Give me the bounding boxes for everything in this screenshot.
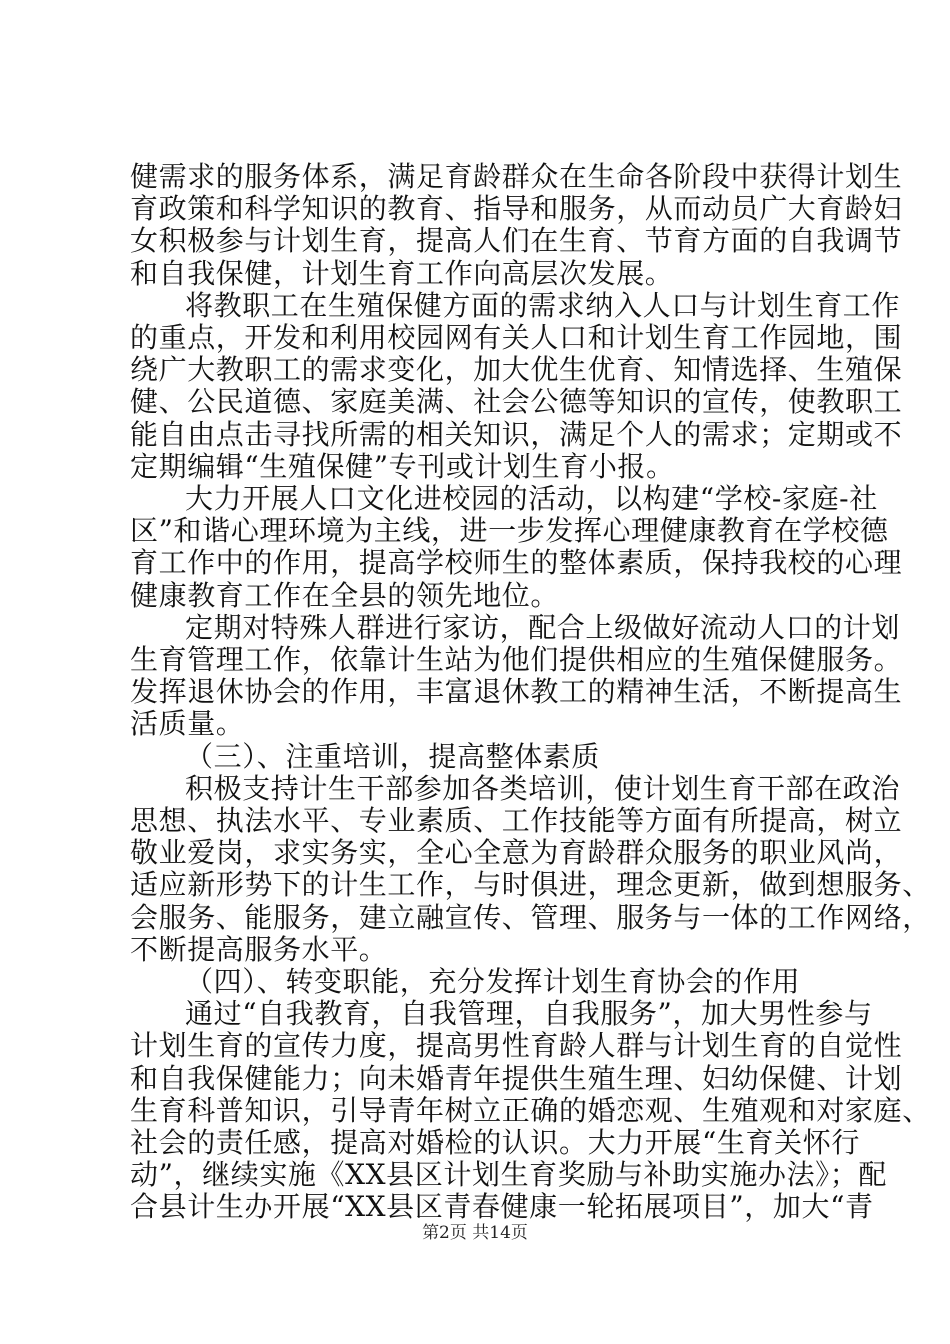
text-line: 和自我保健，计划生育工作向高层次发展。 <box>130 257 674 290</box>
text-line: 思想、执法水平、专业素质、工作技能等方面有所提高，树立 <box>130 804 903 837</box>
paragraph-start-line: 大力开展人口文化进校园的活动，以构建“学校-家庭-社 <box>185 482 878 515</box>
paragraph-start-line: 定期对特殊人群进行家访，配合上级做好流动人口的计划 <box>185 611 901 644</box>
page-number-footer: 第2页 共14页 <box>422 1223 528 1243</box>
section-heading: （四）、转变职能，充分发挥计划生育协会的作用 <box>185 965 801 998</box>
text-line: 育工作中的作用，提高学校师生的整体素质，保持我校的心理 <box>130 546 903 579</box>
text-line: 合县计生办开展“XX县区青春健康一轮拓展项目”，加大“青 <box>130 1190 874 1223</box>
section-heading: （三）、注重培训，提高整体素质 <box>185 740 601 773</box>
text-line: 区”和谐心理环境为主线，进一步发挥心理健康教育在学校德 <box>130 514 889 547</box>
text-line: 女积极参与计划生育，提高人们在生育、节育方面的自我调节 <box>130 224 903 257</box>
text-line: 敬业爱岗，求实务实，全心全意为育龄群众服务的职业风尚， <box>130 836 903 869</box>
text-line: 计划生育的宣传力度，提高男性育龄人群与计划生育的自觉性 <box>130 1029 903 1062</box>
text-line: 的重点，开发和利用校园网有关人口和计划生育工作园地，围 <box>130 321 903 354</box>
text-line: 生育管理工作，依靠计生站为他们提供相应的生殖保健服务。 <box>130 643 903 676</box>
text-line: 能自由点击寻找所需的相关知识，满足个人的需求；定期或不 <box>130 418 903 451</box>
text-line: 适应新形势下的计生工作，与时俱进，理念更新，做到想服务、 <box>130 868 931 901</box>
text-line: 不断提高服务水平。 <box>130 933 388 966</box>
paragraph-start-line: 通过“自我教育，自我管理，自我服务”，加大男性参与 <box>185 997 873 1030</box>
text-line: 发挥退休协会的作用，丰富退休教工的精神生活，不断提高生 <box>130 675 903 708</box>
paragraph-start-line: 积极支持计生干部参加各类培训，使计划生育干部在政治 <box>185 772 901 805</box>
text-line: 会服务、能服务，建立融宣传、管理、服务与一体的工作网络， <box>130 901 931 934</box>
text-line: 绕广大教职工的需求变化，加大优生优育、知情选择、生殖保 <box>130 353 903 386</box>
text-line: 健、公民道德、家庭美满、社会公德等知识的宣传，使教职工 <box>130 385 903 418</box>
text-line: 定期编辑“生殖保健”专刊或计划生育小报。 <box>130 450 675 483</box>
text-line: 活质量。 <box>130 707 245 740</box>
text-line: 育政策和科学知识的教育、指导和服务，从而动员广大育龄妇 <box>130 192 903 225</box>
paragraph-start-line: 将教职工在生殖保健方面的需求纳入人口与计划生育工作 <box>185 289 901 322</box>
text-line: 和自我保健能力；向未婚青年提供生殖生理、妇幼保健、计划 <box>130 1062 903 1095</box>
text-line: 健需求的服务体系，满足育龄群众在生命各阶段中获得计划生 <box>130 160 903 193</box>
text-line: 社会的责任感，提高对婚检的认识。大力开展“生育关怀行 <box>130 1126 860 1159</box>
text-line: 生育科普知识，引导青年树立正确的婚恋观、生殖观和对家庭、 <box>130 1094 931 1127</box>
text-line: 健康教育工作在全县的领先地位。 <box>130 579 560 612</box>
text-line: 动”，继续实施《XX县区计划生育奖励与补助实施办法》；配 <box>130 1158 887 1191</box>
